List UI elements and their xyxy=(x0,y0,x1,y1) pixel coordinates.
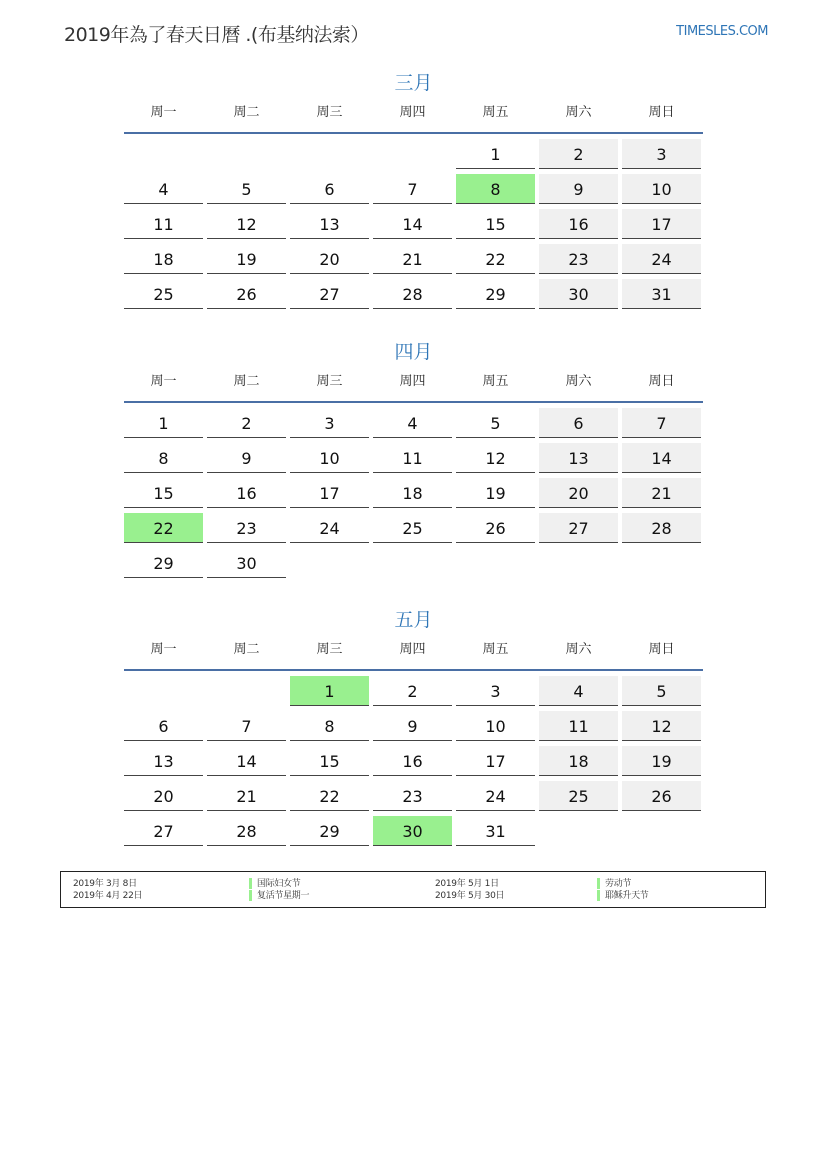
day-cell: 13 xyxy=(539,443,618,473)
header-rule xyxy=(124,669,703,671)
day-cell: 6 xyxy=(290,174,369,204)
weekday-label: 周六 xyxy=(565,642,592,657)
day-cell: 29 xyxy=(124,548,203,578)
day-cell: 1 xyxy=(124,408,203,438)
day-cell: 29 xyxy=(290,816,369,846)
day-cell: 22 xyxy=(290,781,369,811)
day-grid xyxy=(124,408,703,578)
day-cell: 13 xyxy=(124,746,203,776)
day-cell: 24 xyxy=(456,781,535,811)
weekday-label: 周一 xyxy=(150,374,177,389)
day-cell: 7 xyxy=(373,174,452,204)
weekday-label: 周四 xyxy=(399,374,426,389)
day-cell: 18 xyxy=(373,478,452,508)
day-cell: 13 xyxy=(290,209,369,239)
weekday-header xyxy=(124,372,703,401)
day-cell: 7 xyxy=(622,408,701,438)
legend-date: 2019年 5月 1日 xyxy=(435,879,499,889)
day-cell: 23 xyxy=(373,781,452,811)
day-cell: 12 xyxy=(622,711,701,741)
month-may xyxy=(124,605,703,846)
day-cell: 6 xyxy=(539,408,618,438)
day-cell: 8 xyxy=(456,174,535,204)
empty-cell xyxy=(124,139,203,169)
weekday-label: 周三 xyxy=(316,105,343,120)
day-grid xyxy=(124,139,703,309)
weekday-label: 周四 xyxy=(399,642,426,657)
site-link[interactable]: TIMESLES.COM xyxy=(676,24,768,39)
day-cell: 28 xyxy=(373,279,452,309)
day-cell: 15 xyxy=(456,209,535,239)
day-cell: 5 xyxy=(456,408,535,438)
day-cell: 9 xyxy=(373,711,452,741)
weekday-label: 周日 xyxy=(648,374,675,389)
day-cell: 27 xyxy=(539,513,618,543)
legend-date: 2019年 3月 8日 xyxy=(73,879,137,889)
day-cell: 21 xyxy=(373,244,452,274)
day-cell: 25 xyxy=(539,781,618,811)
day-cell: 2 xyxy=(539,139,618,169)
day-cell: 30 xyxy=(207,548,286,578)
empty-cell xyxy=(290,139,369,169)
legend-name: 国际妇女节 xyxy=(257,879,301,889)
day-cell: 27 xyxy=(290,279,369,309)
day-cell: 4 xyxy=(373,408,452,438)
legend-color-marker xyxy=(597,890,600,901)
day-cell: 18 xyxy=(539,746,618,776)
day-cell: 20 xyxy=(290,244,369,274)
weekday-label: 周一 xyxy=(150,642,177,657)
day-cell: 21 xyxy=(207,781,286,811)
day-cell: 20 xyxy=(124,781,203,811)
day-cell: 14 xyxy=(622,443,701,473)
day-cell: 19 xyxy=(456,478,535,508)
day-cell: 8 xyxy=(290,711,369,741)
month-march xyxy=(124,68,703,309)
day-cell: 3 xyxy=(622,139,701,169)
day-cell: 17 xyxy=(290,478,369,508)
day-cell: 9 xyxy=(539,174,618,204)
day-cell: 17 xyxy=(622,209,701,239)
day-cell: 22 xyxy=(456,244,535,274)
day-cell: 3 xyxy=(290,408,369,438)
day-cell: 24 xyxy=(290,513,369,543)
day-cell: 18 xyxy=(124,244,203,274)
day-cell: 3 xyxy=(456,676,535,706)
day-cell: 28 xyxy=(207,816,286,846)
day-cell: 30 xyxy=(539,279,618,309)
day-cell: 20 xyxy=(539,478,618,508)
page-title: 2019年為了春天日曆 .(布基纳法索） xyxy=(64,24,369,46)
weekday-label: 周一 xyxy=(150,105,177,120)
month-title: 三月 xyxy=(394,72,433,94)
day-cell: 14 xyxy=(373,209,452,239)
day-cell: 10 xyxy=(290,443,369,473)
day-cell: 25 xyxy=(124,279,203,309)
legend-date: 2019年 5月 30日 xyxy=(435,891,505,901)
day-cell: 15 xyxy=(290,746,369,776)
day-cell: 16 xyxy=(539,209,618,239)
weekday-label: 周六 xyxy=(565,105,592,120)
day-cell: 11 xyxy=(124,209,203,239)
day-cell: 1 xyxy=(290,676,369,706)
weekday-header xyxy=(124,103,703,132)
day-cell: 10 xyxy=(456,711,535,741)
day-cell: 26 xyxy=(622,781,701,811)
day-cell: 21 xyxy=(622,478,701,508)
weekday-label: 周二 xyxy=(233,105,260,120)
empty-cell xyxy=(373,139,452,169)
day-cell: 28 xyxy=(622,513,701,543)
holiday-legend xyxy=(60,871,766,908)
day-cell: 31 xyxy=(622,279,701,309)
month-april xyxy=(124,337,703,578)
day-cell: 26 xyxy=(207,279,286,309)
day-cell: 7 xyxy=(207,711,286,741)
day-cell: 8 xyxy=(124,443,203,473)
day-cell: 17 xyxy=(456,746,535,776)
month-title: 四月 xyxy=(394,341,433,363)
day-cell: 1 xyxy=(456,139,535,169)
weekday-label: 周日 xyxy=(648,105,675,120)
day-cell: 16 xyxy=(207,478,286,508)
day-cell: 12 xyxy=(456,443,535,473)
day-cell: 14 xyxy=(207,746,286,776)
day-cell: 4 xyxy=(124,174,203,204)
weekday-label: 周二 xyxy=(233,642,260,657)
day-cell: 2 xyxy=(373,676,452,706)
empty-cell xyxy=(124,676,203,706)
day-cell: 27 xyxy=(124,816,203,846)
weekday-label: 周五 xyxy=(482,642,509,657)
day-cell: 15 xyxy=(124,478,203,508)
day-cell: 23 xyxy=(539,244,618,274)
day-cell: 11 xyxy=(373,443,452,473)
day-cell: 19 xyxy=(622,746,701,776)
weekday-label: 周五 xyxy=(482,105,509,120)
day-cell: 23 xyxy=(207,513,286,543)
empty-cell xyxy=(207,139,286,169)
legend-date: 2019年 4月 22日 xyxy=(73,891,143,901)
day-cell: 16 xyxy=(373,746,452,776)
day-cell: 9 xyxy=(207,443,286,473)
weekday-label: 周二 xyxy=(233,374,260,389)
header-rule xyxy=(124,132,703,134)
legend-color-marker xyxy=(597,878,600,889)
day-cell: 5 xyxy=(207,174,286,204)
day-cell: 19 xyxy=(207,244,286,274)
weekday-label: 周三 xyxy=(316,642,343,657)
month-title: 五月 xyxy=(394,609,433,631)
day-cell: 5 xyxy=(622,676,701,706)
day-cell: 10 xyxy=(622,174,701,204)
header-rule xyxy=(124,401,703,403)
weekday-header xyxy=(124,640,703,669)
day-cell: 2 xyxy=(207,408,286,438)
legend-name: 耶稣升天节 xyxy=(605,891,649,901)
weekday-label: 周四 xyxy=(399,105,426,120)
day-grid xyxy=(124,676,703,846)
day-cell: 11 xyxy=(539,711,618,741)
day-cell: 22 xyxy=(124,513,203,543)
day-cell: 31 xyxy=(456,816,535,846)
day-cell: 30 xyxy=(373,816,452,846)
day-cell: 29 xyxy=(456,279,535,309)
legend-color-marker xyxy=(249,878,252,889)
weekday-label: 周日 xyxy=(648,642,675,657)
day-cell: 12 xyxy=(207,209,286,239)
day-cell: 26 xyxy=(456,513,535,543)
legend-name: 劳动节 xyxy=(605,879,632,889)
day-cell: 4 xyxy=(539,676,618,706)
day-cell: 6 xyxy=(124,711,203,741)
legend-name: 复活节星期一 xyxy=(257,891,310,901)
empty-cell xyxy=(207,676,286,706)
day-cell: 25 xyxy=(373,513,452,543)
weekday-label: 周五 xyxy=(482,374,509,389)
weekday-label: 周六 xyxy=(565,374,592,389)
weekday-label: 周三 xyxy=(316,374,343,389)
day-cell: 24 xyxy=(622,244,701,274)
legend-color-marker xyxy=(249,890,252,901)
